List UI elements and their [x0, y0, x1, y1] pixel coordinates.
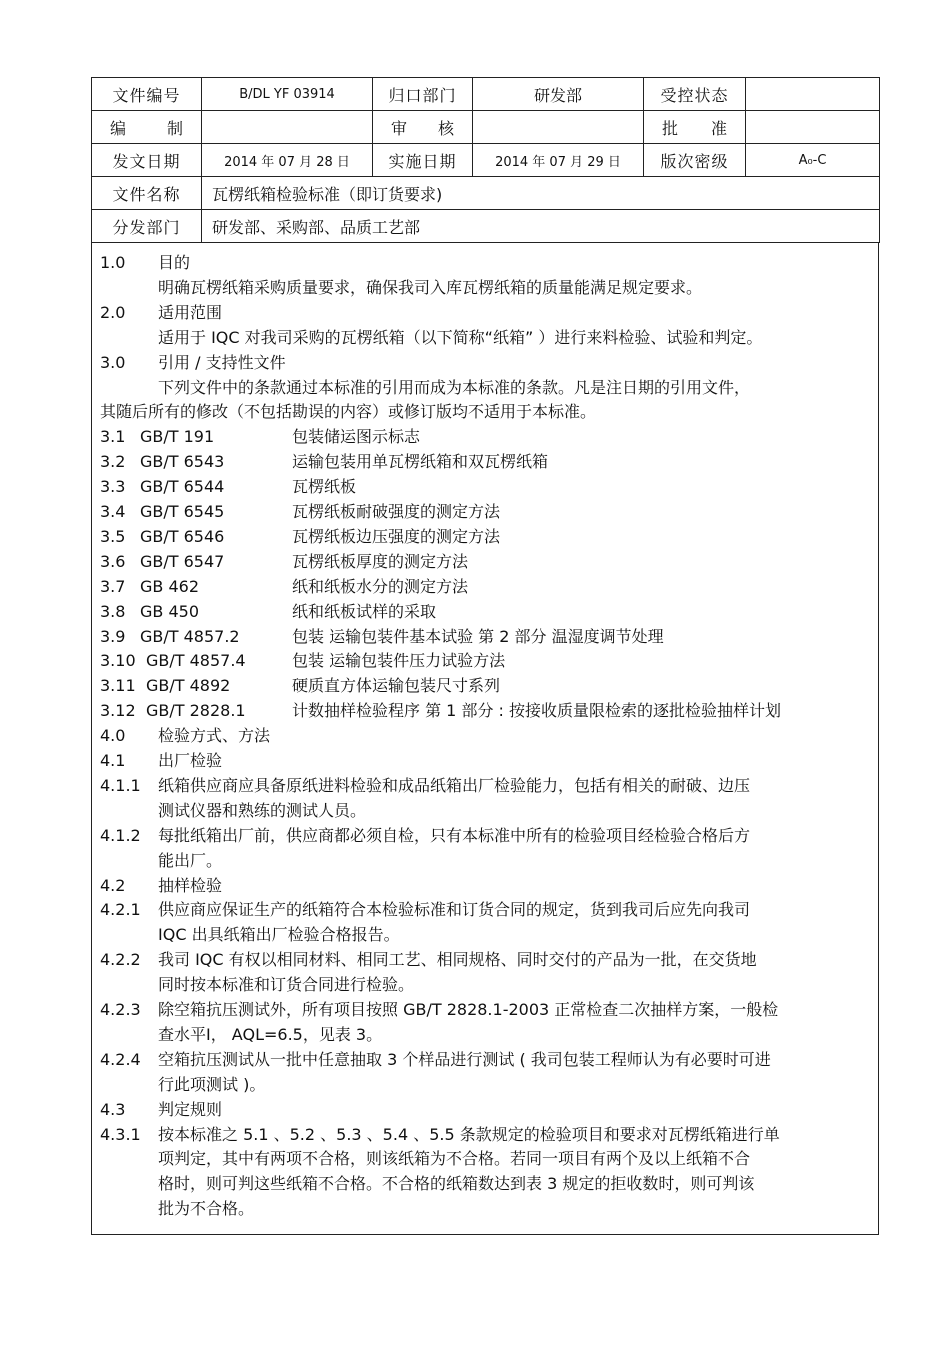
- content-line: [92, 626, 878, 648]
- distribution-value: 研发部、采购部、品质工艺部: [202, 210, 880, 243]
- reference-standard-code: GB 450: [140, 601, 199, 621]
- clause-text: 格时，则可判这些纸箱不合格。不合格的纸箱数达到表 3 规定的拒收数时，则可判该: [158, 1174, 755, 1194]
- clause-text: 明确瓦楞纸箱采购质量要求，确保我司入库瓦楞纸箱的质量能满足规定要求。: [158, 277, 703, 297]
- approve-value: [746, 111, 880, 144]
- content-line: [92, 1148, 878, 1170]
- content-line: [92, 526, 878, 548]
- header-row-3: [92, 144, 880, 177]
- content-line: [92, 277, 878, 299]
- clause-number: 4.1.2: [100, 825, 141, 845]
- content-line: [92, 1099, 878, 1121]
- clause-number: 3.11: [100, 676, 136, 696]
- reference-standard-code: GB/T 6547: [140, 551, 225, 571]
- header-row-1: [92, 78, 880, 111]
- clause-text: 测试仪器和熟练的测试人员。: [158, 800, 367, 820]
- doc-name-label: 文件名称: [92, 177, 202, 210]
- reference-standard-code: GB/T 6543: [140, 452, 225, 472]
- content-line: [92, 1124, 878, 1146]
- review-label-2: 核: [437, 118, 454, 138]
- clause-number: 4.1.1: [100, 775, 141, 795]
- clause-text: 项判定，其中有两项不合格，则该纸箱为不合格。若同一项目有两个及以上纸箱不合: [158, 1149, 751, 1169]
- content-line: [92, 476, 878, 498]
- clause-text: 按本标准之 5.1 、5.2 、5.3 、5.4 、5.5 条款规定的检验项目和要求对瓦楞纸箱进行单: [158, 1124, 780, 1144]
- content-line: [92, 650, 878, 672]
- clause-number: 3.9: [100, 626, 126, 646]
- clause-text: 行此项测试 )。: [158, 1074, 266, 1094]
- control-value: [746, 78, 880, 111]
- clause-text: IQC 出具纸箱出厂检验合格报告。: [158, 925, 400, 945]
- clause-text: 我司 IQC 有权以相同材料、相同工艺、相同规格、同时交付的产品为一批，在交货地: [158, 950, 757, 970]
- clause-text: 出厂检验: [158, 751, 223, 770]
- clause-number: 4.2.2: [100, 950, 141, 970]
- clause-text: 判定规则: [158, 1099, 223, 1119]
- content-line: [92, 875, 878, 897]
- content-line: [92, 377, 878, 399]
- content-line: [92, 1198, 878, 1220]
- compile-value: [202, 111, 373, 144]
- clause-text: 适用范围: [158, 302, 223, 322]
- clause-number: 2.0: [100, 302, 126, 322]
- content-line: [92, 725, 878, 747]
- document-body: [91, 242, 879, 1235]
- reference-standard-title: 纸和纸板水分的测定方法: [292, 576, 469, 596]
- reference-standard-code: GB/T 4892: [146, 676, 231, 696]
- clause-number: 4.1: [100, 751, 126, 770]
- content-line: [92, 601, 878, 623]
- dept-label: 归口部门: [373, 78, 473, 111]
- content-line: [92, 576, 878, 598]
- content-line: [92, 850, 878, 872]
- reference-standard-code: GB/T 191: [140, 427, 215, 447]
- clause-number: 3.12: [100, 701, 136, 721]
- content-line: [92, 501, 878, 523]
- content-line: [92, 750, 878, 772]
- content-line: [92, 974, 878, 996]
- clause-number: 4.0: [100, 726, 126, 746]
- doc-name-value: 瓦楞纸箱检验标准（即订货要求): [202, 177, 880, 210]
- distribution-label: 分发部门: [92, 210, 202, 243]
- issue-date-value: 2014 年 07 月 28 日: [202, 144, 373, 177]
- content-line: [92, 949, 878, 971]
- compile-label-1: 编: [110, 118, 127, 138]
- reference-standard-title: 硬质直方体运输包装尺寸系列: [292, 676, 501, 696]
- content-line: [92, 252, 878, 274]
- reference-standard-code: GB/T 6544: [140, 477, 225, 497]
- reference-standard-code: GB/T 4857.4: [146, 651, 246, 671]
- clause-text: 其随后所有的修改（不包括勘误的内容）或修订版均不适用于本标准。: [100, 402, 597, 422]
- clause-text: 同时按本标准和订货合同进行检验。: [158, 975, 415, 995]
- clause-text: 引用 / 支持性文件: [158, 352, 286, 372]
- clause-number: 3.5: [100, 526, 126, 546]
- clause-text: 除空箱抗压测试外，所有项目按照 GB/T 2828.1-2003 正常检查二次抽样方案，一般检: [158, 1000, 779, 1019]
- content-line: [92, 451, 878, 473]
- content-line: [92, 700, 878, 722]
- approve-label-2: 准: [710, 118, 727, 138]
- content-line: [92, 675, 878, 697]
- content-line: [92, 551, 878, 573]
- header-row-2: [92, 111, 880, 144]
- header-row-4: [92, 177, 880, 210]
- clause-number: 3.4: [100, 502, 126, 521]
- clause-number: 4.2.1: [100, 900, 141, 920]
- clause-text: 批为不合格。: [158, 1199, 255, 1219]
- reference-standard-code: GB 462: [140, 576, 199, 596]
- content-line: [92, 1173, 878, 1195]
- clause-text: 空箱抗压测试从一批中任意抽取 3 个样品进行测试 ( 我司包装工程师认为有必要时可进: [158, 1049, 771, 1069]
- clause-text: 适用于 IQC 对我司采购的瓦楞纸箱（以下简称“纸箱” ）进行来料检验、试验和判定。: [158, 327, 763, 347]
- reference-standard-title: 包装 运输包装件压力试验方法: [292, 651, 506, 671]
- clause-number: 3.7: [100, 576, 126, 596]
- content-line: [92, 775, 878, 797]
- clause-number: 3.10: [100, 651, 136, 671]
- clause-number: 4.3.1: [100, 1124, 141, 1144]
- content-line: [92, 1049, 878, 1071]
- clause-text: 检验方式、方法: [158, 726, 271, 746]
- reference-standard-title: 纸和纸板试样的采取: [292, 601, 437, 621]
- clause-text: 纸箱供应商应具备原纸进料检验和成品纸箱出厂检验能力，包括有相关的耐破、边压: [158, 775, 751, 795]
- content-line: [92, 899, 878, 921]
- reference-standard-title: 瓦楞纸板: [292, 477, 357, 497]
- review-label-1: 审: [391, 118, 408, 138]
- content-line: [92, 401, 878, 423]
- clause-number: 3.0: [100, 352, 126, 372]
- content-line: [92, 1024, 878, 1046]
- compile-label: [92, 111, 202, 144]
- content-line: [92, 924, 878, 946]
- doc-no-label: 文件编号: [92, 78, 202, 111]
- clause-number: 3.2: [100, 452, 126, 472]
- reference-standard-title: 瓦楞纸板耐破强度的测定方法: [292, 502, 501, 521]
- dept-value: 研发部: [473, 78, 644, 111]
- clause-text: 每批纸箱出厂前，供应商都必须自检，只有本标准中所有的检验项目经检验合格后方: [158, 825, 751, 845]
- version-value: A₀-C: [746, 144, 880, 177]
- reference-standard-title: 包装 运输包装件基本试验 第 2 部分 温湿度调节处理: [292, 626, 664, 646]
- compile-label-2: 制: [166, 118, 183, 138]
- issue-date-label: 发文日期: [92, 144, 202, 177]
- control-label: 受控状态: [644, 78, 746, 111]
- clause-number: 3.1: [100, 427, 126, 447]
- approve-label-1: 批: [662, 118, 679, 138]
- impl-date-value: 2014 年 07 月 29 日: [473, 144, 644, 177]
- reference-standard-code: GB/T 2828.1: [146, 701, 246, 721]
- content-line: [92, 1074, 878, 1096]
- clause-number: 3.8: [100, 601, 126, 621]
- content-line: [92, 825, 878, 847]
- clause-text: 供应商应保证生产的纸箱符合本检验标准和订货合同的规定，货到我司后应先向我司: [158, 900, 751, 920]
- clause-text: 能出厂。: [158, 850, 223, 870]
- reference-standard-code: GB/T 6546: [140, 526, 225, 546]
- content-line: [92, 800, 878, 822]
- doc-no-value: B/DL YF 03914: [202, 78, 373, 111]
- review-label: [373, 111, 473, 144]
- reference-standard-title: 包装储运图示标志: [292, 427, 421, 447]
- reference-standard-code: GB/T 6545: [140, 502, 225, 521]
- header-row-5: [92, 210, 880, 243]
- content-line: [92, 352, 878, 374]
- clause-number: 4.3: [100, 1099, 126, 1119]
- content-line: [92, 426, 878, 448]
- approve-label: [644, 111, 746, 144]
- reference-standard-title: 计数抽样检验程序 第 1 部分 : 按接收质量限检索的逐批检验抽样计划: [292, 701, 782, 721]
- content-line: [92, 327, 878, 349]
- content-line: [92, 999, 878, 1021]
- review-value: [473, 111, 644, 144]
- reference-standard-title: 瓦楞纸板边压强度的测定方法: [292, 526, 501, 546]
- clause-text: 查水平Ⅰ， AQL=6.5，见表 3。: [158, 1024, 383, 1044]
- version-label: 版次密级: [644, 144, 746, 177]
- content-line: [92, 302, 878, 324]
- reference-standard-title: 瓦楞纸板厚度的测定方法: [292, 551, 469, 571]
- clause-number: 3.3: [100, 477, 126, 497]
- reference-standard-code: GB/T 4857.2: [140, 626, 240, 646]
- impl-date-label: 实施日期: [373, 144, 473, 177]
- clause-number: 4.2.3: [100, 1000, 141, 1019]
- clause-text: 抽样检验: [158, 875, 223, 895]
- clause-number: 1.0: [100, 253, 126, 272]
- clause-number: 4.2.4: [100, 1049, 141, 1069]
- clause-text: 下列文件中的条款通过本标准的引用而成为本标准的条款。凡是注日期的引用文件，: [158, 377, 751, 397]
- reference-standard-title: 运输包装用单瓦楞纸箱和双瓦楞纸箱: [292, 452, 549, 472]
- clause-text: 目的: [158, 253, 191, 272]
- clause-number: 4.2: [100, 875, 126, 895]
- clause-number: 3.6: [100, 551, 126, 571]
- document-header-table: [91, 77, 880, 243]
